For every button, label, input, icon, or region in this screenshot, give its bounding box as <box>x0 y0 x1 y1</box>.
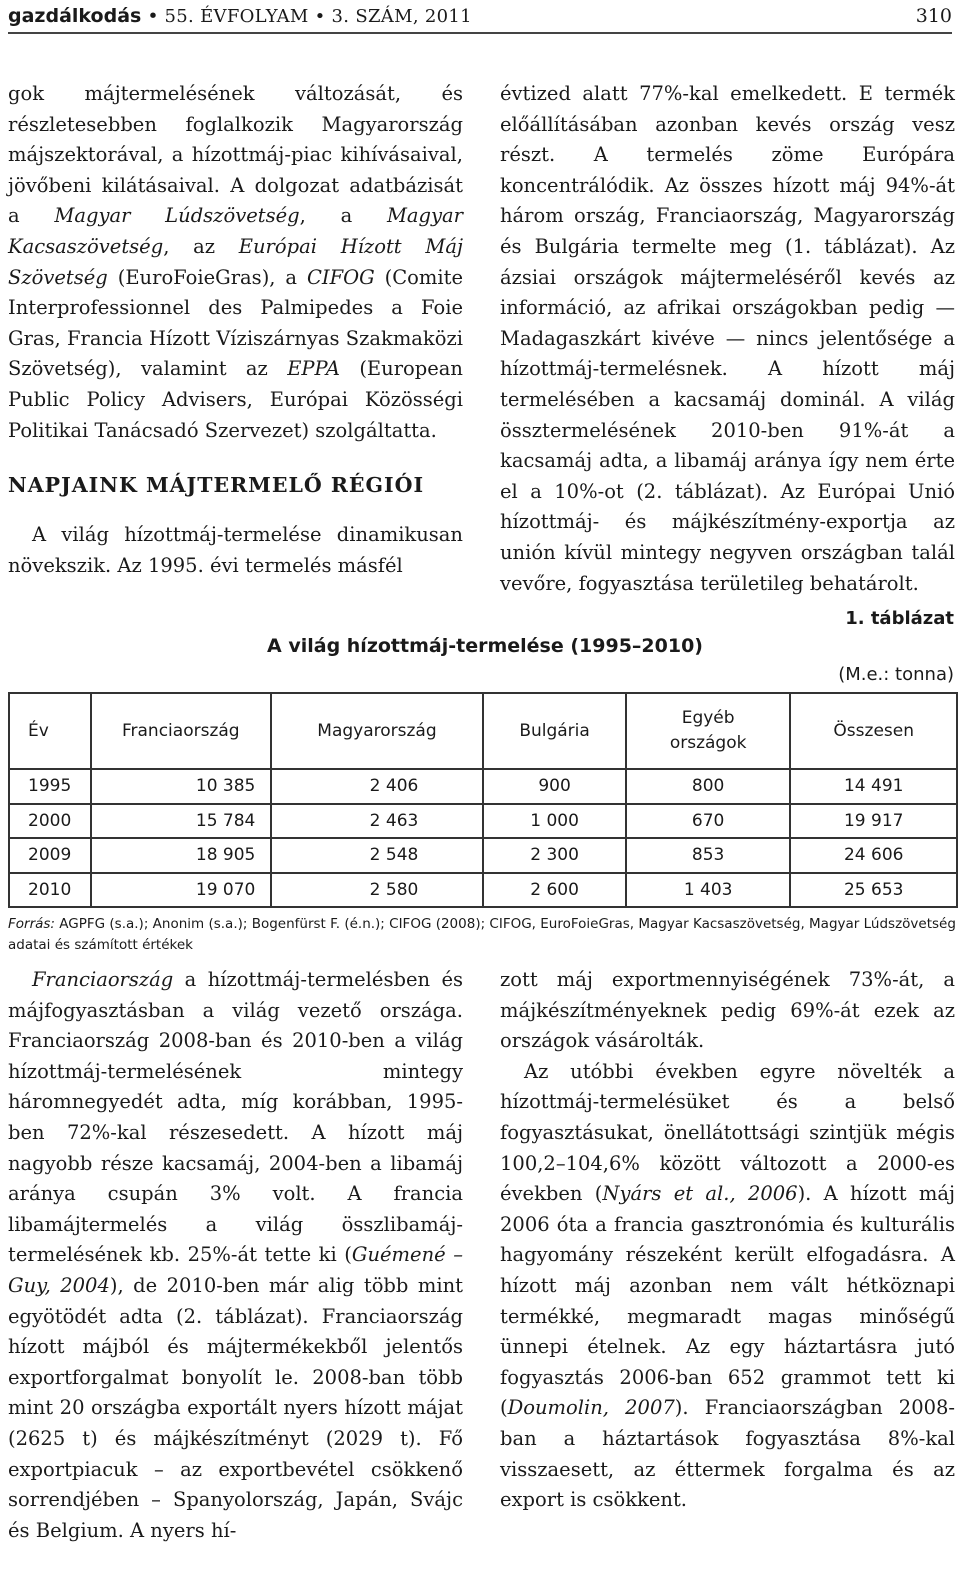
cell-osszesen: 14 491 <box>790 769 957 804</box>
table-row <box>9 873 957 908</box>
cell-franciaorszag: 18 905 <box>91 838 271 873</box>
table-unit: (M.e.: tonna) <box>838 664 954 685</box>
consumption-paragraph: Az utóbbi években egyre növelték a hízottmáj-termelésüket és a belső fogyasztásukat, önellátottsági szintjük mégis 100,2–104,6% között változott a 2000-es években (Nyárs et al., 2006). A hízott máj 2006 óta a francia gasztronómia és kulturális hagyomány részeként került elfogadásra. A hízott máj azonban nem vált hétköznapi termékké, megmaradt magas minőségű ünnepi ételnek. Az egy háztartásra jutó fogyasztás 2006-ban 652 grammot tett ki (Doumolin, 2007). Franciaországban 2008-ban a háztartások fogyasztása 8%-kal visszaesett, az éttermek forgalma és az export is csökkent. <box>500 1059 955 1512</box>
section-heading: NAPJAINK MÁJTERMELŐ RÉGIÓI <box>8 473 425 498</box>
left-column-top <box>8 79 463 581</box>
cell-ev: 2000 <box>9 804 91 839</box>
production-table <box>8 692 958 908</box>
cell-bulgaria: 2 600 <box>483 873 626 908</box>
table-source <box>8 914 958 956</box>
source-text: AGPFG (s.a.); Anonim (s.a.); Bogenfürst F. (é.n.); CIFOG (2008); CIFOG, EuroFoieGras, Magyar Kacsaszövetség, Magyar Lúdszövetség adatai és számított értékek <box>8 916 956 953</box>
table-label: 1. táblázat <box>845 608 954 629</box>
table-row <box>9 769 957 804</box>
cell-bulgaria: 900 <box>483 769 626 804</box>
table-row <box>9 838 957 873</box>
france-paragraph: Franciaország a hízottmáj-termelésben és májfogyasztásban a világ vezető országa. Franciaország 2008-ban és 2010-ben a világ hízottmáj-termelésének mintegy háromnegyedét adta, míg korábban, 1995-ben 72%-kal részesedett. A hízott máj nagyobb része kacsamáj, 2004-ben a libamáj aránya csupán 3% volt. A francia libamájtermelés a világ összlibamáj-termelésének kb. 25%-át tette ki (Guémené – Guy, 2004), de 2010-ben már alig több mint egyötödét adta (2. táblázat). Franciaország hízott májból és májtermékekből jelentős exportforgalmat bonyolít le. 2008-ban több mint 20 országba exportált nyers hízott májat (2625 t) és májkészítményt (2029 t). Fő exportpiacuk – az exportbevétel csökkenő sorrendjében – Spanyolország, Japán, Svájc és Belgium. A nyers hí- <box>8 968 463 1542</box>
cell-franciaorszag: 10 385 <box>91 769 271 804</box>
cell-magyarorszag: 2 548 <box>271 838 484 873</box>
header-osszesen: Összesen <box>790 693 957 769</box>
source-label: Forrás: <box>8 916 55 932</box>
cell-bulgaria: 2 300 <box>483 838 626 873</box>
cell-osszesen: 25 653 <box>790 873 957 908</box>
export-paragraph: zott máj exportmennyiségének 73%-át, a májkészítményeknek pedig 69%-át ezek az országok vásárolták. <box>500 968 955 1053</box>
right-column-bottom <box>500 965 955 1516</box>
cell-egyeb: 1 403 <box>626 873 791 908</box>
cell-magyarorszag: 2 406 <box>271 769 484 804</box>
cell-egyeb: 853 <box>626 838 791 873</box>
cell-magyarorszag: 2 580 <box>271 873 484 908</box>
cell-ev: 1995 <box>9 769 91 804</box>
running-head <box>8 0 952 34</box>
table-title: A világ hízottmáj-termelése (1995–2010) <box>267 635 703 657</box>
separator-dot: • <box>147 5 159 27</box>
cell-franciaorszag: 19 070 <box>91 873 271 908</box>
table-row <box>9 804 957 839</box>
header-franciaorszag: Franciaország <box>91 693 271 769</box>
header-egyeb-orszagok: Egyéb országok <box>626 693 791 769</box>
cell-bulgaria: 1 000 <box>483 804 626 839</box>
cell-franciaorszag: 15 784 <box>91 804 271 839</box>
header-magyarorszag: Magyarország <box>271 693 484 769</box>
cell-egyeb: 670 <box>626 804 791 839</box>
table-header-row <box>9 693 957 769</box>
header-ev: Év <box>9 693 91 769</box>
cell-osszesen: 24 606 <box>790 838 957 873</box>
cell-ev: 2009 <box>9 838 91 873</box>
section-paragraph: A világ hízottmáj-termelése dinamikusan növekszik. Az 1995. évi termelés másfél <box>8 523 463 577</box>
intro-paragraph: gok májtermelésének változását, és részletesebben foglalkozik Magyarország májszektorával, a hízottmáj-piac kihívásaival, jövőbeni kilátásaival. A dolgozat adatbázisát a Magyar Lúdszövetség, a Magyar Kacsaszövetség, az Európai Hízott Máj Szövetség (EuroFoieGras), a CIFOG (Comite Interprofessionnel des Palmipedes a Foie Gras, Francia Hízott Víziszárnyas Szakmaközi Szövetség), valamint az EPPA (European Public Policy Advisers, Európai Közösségi Politikai Tanácsadó Szervezet) szolgáltatta. <box>8 82 464 442</box>
page-number: 310 <box>915 5 952 27</box>
left-column-bottom <box>8 965 463 1546</box>
cell-magyarorszag: 2 463 <box>271 804 484 839</box>
volume-info: 55. ÉVFOLYAM • 3. SZÁM, 2011 <box>164 6 472 27</box>
cell-egyeb: 800 <box>626 769 791 804</box>
continuation-paragraph: évtized alatt 77%-kal emelkedett. E termék előállításában azonban kevés ország vesz részt. A termelés zöme Európára koncentrálódik. Az összes hízott máj 94%-át három ország, Franciaország, Magyarország és Bulgária termelte meg (1. táblázat). Az ázsiai országok májtermeléséről kevés az információ, az afrikai országokban pedig — Madagaszkárt kivéve — nincs jelentősége a hízottmáj-termelésnek. A hízott máj termelésében a kacsamáj dominál. A világ össztermelésének 2010-ben 91%-át a kacsamáj adta, a libamáj aránya így nem érte el a 10%-ot (2. táblázat). Az Európai Unió hízottmáj- és májkészítmény-exportja az unión kívül mintegy negyven országban talál vevőre, fogyasztása területileg behatárolt. <box>500 82 955 595</box>
cell-osszesen: 19 917 <box>790 804 957 839</box>
journal-name: gazdálkodás <box>8 5 142 27</box>
right-column-top <box>500 79 955 599</box>
cell-ev: 2010 <box>9 873 91 908</box>
header-bulgaria: Bulgária <box>483 693 626 769</box>
